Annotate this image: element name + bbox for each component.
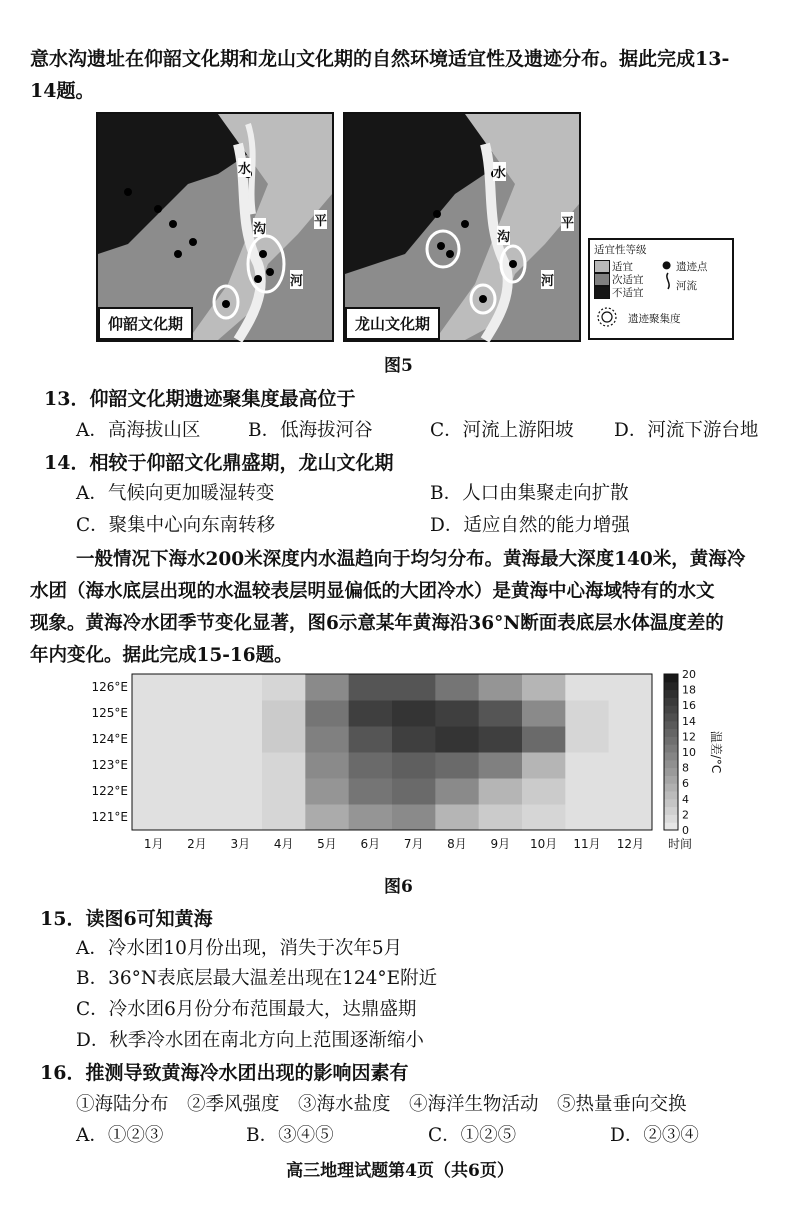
colorbar-segment	[664, 814, 678, 822]
river-char-ping-2: 平	[561, 212, 574, 231]
colorbar-tick-label: 14	[682, 714, 696, 728]
y-tick-label: 122°E	[91, 784, 128, 798]
colorbar-tick-label: 12	[682, 730, 696, 744]
x-tick-label: 7月	[403, 837, 424, 851]
q15-option-c: C．冷水团6月份分布范围最大，达鼎盛期	[76, 999, 417, 1020]
heatmap-cell	[522, 804, 566, 831]
colorbar-segment	[664, 822, 678, 830]
river-char-gou-2: 沟	[497, 226, 510, 245]
x-axis-label: 时间	[667, 837, 693, 851]
heatmap-cell	[479, 674, 523, 701]
colorbar-tick-label: 10	[682, 746, 696, 759]
q13-option-c: C．河流上游阳坡	[430, 420, 574, 441]
colorbar-segment	[664, 674, 678, 682]
heatmap-cell	[435, 778, 479, 805]
colorbar-segment	[664, 768, 678, 776]
heatmap-cell	[305, 726, 349, 753]
heatmap-cell	[219, 752, 263, 779]
legend-swatch-unsuitable	[594, 286, 610, 299]
heatmap-cell	[609, 804, 653, 831]
heatmap-cell	[305, 752, 349, 779]
colorbar-tick-label: 4	[682, 792, 689, 806]
colorbar-tick-label: 20	[682, 668, 696, 681]
map-longshan	[343, 112, 581, 342]
legend-suitable: 适宜	[612, 261, 633, 273]
heatmap-cell	[219, 674, 263, 701]
heatmap-cell	[565, 700, 609, 727]
colorbar-segment	[664, 752, 678, 760]
q15-option-d: D．秋季冷水团在南北方向上范围逐渐缩小	[76, 1030, 424, 1051]
page-footer: 高三地理试题第4页（共6页）	[286, 1161, 514, 1181]
heatmap-svg	[88, 668, 723, 868]
river-char-gou: 沟	[253, 218, 266, 237]
heatmap-cell	[305, 804, 349, 831]
heatmap-cell	[219, 726, 263, 753]
colorbar-label: 温差/°C	[709, 730, 723, 774]
legend-swatch-suitable	[594, 260, 610, 273]
q16-factors: ①海陆分布 ②季风强度 ③海水盐度 ④海洋生物活动 ⑤热量垂向交换	[76, 1094, 687, 1115]
heatmap-cell	[609, 700, 653, 727]
colorbar-segment	[664, 799, 678, 807]
q15-stem: 15．读图6可知黄海	[40, 908, 213, 930]
heatmap-cell	[565, 804, 609, 831]
colorbar-segment	[664, 760, 678, 768]
q13-option-a: A．高海拔山区	[76, 420, 201, 441]
legend-river: 河流	[676, 280, 697, 292]
passage-line-2: 水团（海水底层出现的水温较表层明显偏低的大团冷水）是黄海中心海域特有的水文	[30, 581, 715, 602]
map-legend	[588, 238, 734, 340]
heatmap-cell	[435, 804, 479, 831]
heatmap-cell	[262, 778, 306, 805]
heatmap-cell	[609, 726, 653, 753]
y-tick-label: 121°E	[91, 810, 128, 824]
x-tick-label: 1月	[143, 837, 164, 851]
river-char-shui: 水	[238, 158, 251, 177]
heatmap-cell	[479, 778, 523, 805]
heatmap-cell	[522, 752, 566, 779]
x-tick-label: 9月	[490, 837, 511, 851]
heatmap-cell	[435, 726, 479, 753]
map-longshan-label: 龙山文化期	[345, 307, 440, 340]
colorbar-segment	[664, 807, 678, 815]
map-yangshao-label: 仰韶文化期	[98, 307, 193, 340]
legend-swatch-sub	[594, 273, 610, 286]
heatmap-cell	[219, 778, 263, 805]
q14-option-c: C．聚集中心向东南转移	[76, 515, 276, 536]
heatmap-cell	[219, 804, 263, 831]
heatmap-cell	[392, 726, 436, 753]
heatmap-cell	[522, 700, 566, 727]
heatmap-cell	[435, 674, 479, 701]
heatmap-cell	[219, 700, 263, 727]
heatmap-cell	[175, 700, 219, 727]
q16-stem: 16．推测导致黄海冷水团出现的影响因素有	[40, 1062, 409, 1084]
colorbar-segment	[664, 736, 678, 744]
heatmap-cell	[392, 804, 436, 831]
q15-option-a: A．冷水团10月份出现，消失于次年5月	[76, 938, 403, 959]
heatmap-cell	[609, 778, 653, 805]
figure6-caption: 图6	[384, 877, 413, 897]
colorbar-segment	[664, 690, 678, 698]
colorbar-tick-label: 6	[682, 777, 689, 791]
river-char-shui-2: 水	[493, 162, 506, 181]
heatmap-cell	[175, 778, 219, 805]
q13-stem: 13．仰韶文化期遗迹聚集度最高位于	[44, 388, 356, 410]
heatmap-cell	[565, 752, 609, 779]
river-char-he-2: 河	[541, 270, 554, 289]
colorbar-tick-label: 2	[682, 808, 689, 822]
figure6-chart	[88, 668, 723, 868]
x-tick-label: 4月	[273, 837, 294, 851]
colorbar-segment	[664, 729, 678, 737]
heatmap-cell	[609, 674, 653, 701]
x-tick-label: 12月	[616, 837, 644, 851]
river-char-ping: 平	[314, 210, 327, 229]
heatmap-cell	[479, 804, 523, 831]
heatmap-cell	[349, 752, 393, 779]
heatmap-cell	[392, 700, 436, 727]
passage-line-1: 一般情况下海水200米深度内水温趋向于均匀分布。黄海最大深度140米，黄海冷	[76, 549, 746, 570]
heatmap-cell	[349, 778, 393, 805]
heatmap-cell	[305, 700, 349, 727]
q16-option-d: D．②③④	[610, 1125, 699, 1146]
heatmap-cell	[565, 778, 609, 805]
colorbar-segment	[664, 791, 678, 799]
heatmap-cell	[262, 674, 306, 701]
heatmap-cell	[392, 778, 436, 805]
heatmap-cell	[262, 752, 306, 779]
passage-line-4: 年内变化。据此完成15-16题。	[30, 645, 293, 666]
q14-option-a: A．气候向更加暖湿转变	[76, 483, 275, 504]
colorbar-tick-label: 8	[682, 761, 689, 775]
x-tick-label: 2月	[187, 837, 207, 851]
heatmap-cell	[349, 804, 393, 831]
colorbar-segment	[664, 721, 678, 729]
legend-sub-suitable: 次适宜	[612, 274, 644, 286]
legend-unsuitable: 不适宜	[612, 287, 644, 299]
heatmap-cell	[132, 778, 176, 805]
x-tick-label: 3月	[230, 837, 251, 851]
colorbar-segment	[664, 775, 678, 783]
heatmap-cell	[522, 778, 566, 805]
heatmap-cell	[349, 700, 393, 727]
heatmap-cell	[262, 804, 306, 831]
passage-line-3: 现象。黄海冷水团季节变化显著，图6示意某年黄海沿36°N断面表底层水体温度差的	[30, 613, 724, 634]
heatmap-cell	[479, 726, 523, 753]
heatmap-cell	[175, 674, 219, 701]
heatmap-cell	[132, 752, 176, 779]
heatmap-cell	[522, 726, 566, 753]
colorbar-segment	[664, 697, 678, 705]
x-tick-label: 6月	[360, 837, 381, 851]
y-tick-label: 124°E	[91, 732, 128, 746]
map-yangshao	[96, 112, 334, 342]
heatmap-cell	[392, 674, 436, 701]
heatmap-cell	[132, 726, 176, 753]
legend-river-icon	[662, 273, 674, 289]
heatmap-cell	[132, 674, 176, 701]
x-tick-label: 5月	[317, 837, 337, 851]
q14-stem: 14．相较于仰韶文化鼎盛期，龙山文化期	[44, 452, 394, 474]
heatmap-cell	[479, 700, 523, 727]
y-tick-label: 123°E	[91, 758, 128, 772]
heatmap-cell	[609, 752, 653, 779]
heatmap-cell	[262, 726, 306, 753]
colorbar-segment	[664, 705, 678, 713]
x-tick-label: 10月	[530, 837, 558, 851]
q16-option-c: C．①②⑤	[428, 1125, 517, 1146]
q16-option-b: B．③④⑤	[246, 1125, 334, 1146]
heatmap-cell	[175, 726, 219, 753]
heatmap-cell	[565, 726, 609, 753]
legend-title: 适宜性等级	[594, 244, 647, 256]
intro-line-2: 14题。	[30, 80, 95, 102]
x-tick-label: 8月	[447, 837, 467, 851]
q14-option-b: B．人口由集聚走向扩散	[430, 483, 629, 504]
heatmap-cell	[349, 674, 393, 701]
heatmap-cell	[435, 752, 479, 779]
legend-site-dot: ●	[662, 259, 672, 271]
heatmap-cell	[175, 804, 219, 831]
q14-option-d: D．适应自然的能力增强	[430, 515, 630, 536]
heatmap-cell	[305, 778, 349, 805]
q16-option-a: A．①②③	[76, 1125, 164, 1146]
x-tick-label: 11月	[573, 837, 601, 851]
y-tick-label: 126°E	[91, 680, 128, 694]
figure5-caption: 图5	[384, 356, 413, 376]
colorbar-tick-label: 18	[682, 683, 696, 697]
heatmap-cell	[305, 674, 349, 701]
colorbar-segment	[664, 744, 678, 752]
legend-cluster: 遗迹聚集度	[628, 313, 681, 325]
heatmap-cell	[565, 674, 609, 701]
heatmap-cell	[175, 752, 219, 779]
heatmap-cell	[262, 700, 306, 727]
colorbar-tick-label: 16	[682, 699, 696, 713]
colorbar-tick-label: 0	[682, 824, 689, 837]
q13-option-d: D．河流下游台地	[614, 420, 759, 441]
heatmap-cell	[132, 804, 176, 831]
heatmap-cell	[349, 726, 393, 753]
heatmap-cell	[132, 700, 176, 727]
colorbar-segment	[664, 783, 678, 791]
colorbar-segment	[664, 682, 678, 690]
intro-line-1: 意水沟遗址在仰韶文化期和龙山文化期的自然环境适宜性及遗迹分布。据此完成13-	[30, 48, 730, 70]
heatmap-cell	[392, 752, 436, 779]
heatmap-cell	[435, 700, 479, 727]
river-char-he: 河	[290, 270, 303, 289]
legend-site: 遗迹点	[676, 261, 708, 273]
colorbar-segment	[664, 713, 678, 721]
y-tick-label: 125°E	[91, 706, 128, 720]
q13-option-b: B．低海拔河谷	[248, 420, 373, 441]
heatmap-cell	[479, 752, 523, 779]
legend-cluster-icon	[596, 306, 618, 328]
q15-option-b: B．36°N表底层最大温差出现在124°E附近	[76, 968, 438, 989]
heatmap-cell	[522, 674, 566, 701]
